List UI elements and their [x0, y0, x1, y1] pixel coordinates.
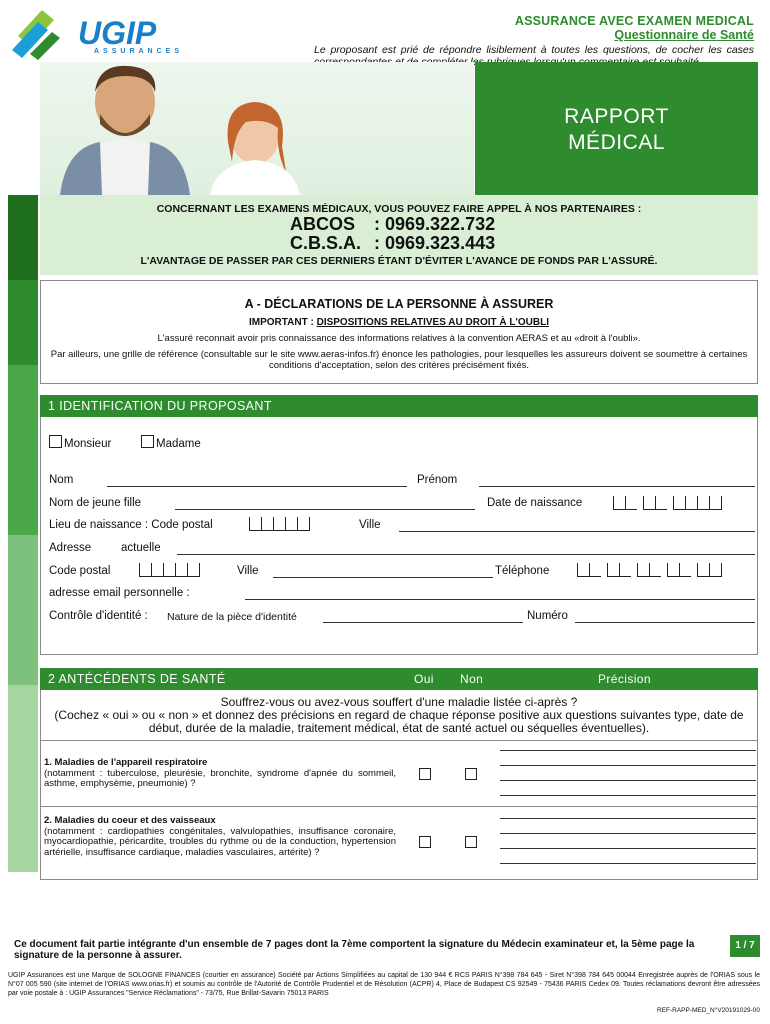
header-block [314, 14, 754, 68]
code-postal-field[interactable] [139, 563, 200, 577]
banner-line1: RAPPORT [564, 105, 669, 128]
madame-option[interactable] [141, 435, 201, 450]
question-1-title: 1. Maladies de l'appareil respiratoire [44, 757, 208, 768]
monsieur-label: Monsieur [64, 438, 112, 450]
adresse-label: Adresse [49, 542, 92, 554]
header-title: ASSURANCE AVEC EXAMEN MEDICAL [514, 14, 754, 28]
q2-oui-checkbox[interactable] [419, 836, 431, 848]
partners-outro: L'AVANTAGE DE PASSER PAR CES DERNIERS ÉTANT D'ÉVITER L'AVANCE DE FONDS PAR L'ASSURÉ. [140, 255, 658, 267]
partner-name-cbsa: C.B.S.A. [290, 233, 362, 253]
side-strip-2 [8, 280, 38, 365]
nom-jeune-fille-field[interactable] [175, 509, 475, 510]
nom-field[interactable] [107, 486, 407, 487]
email-field[interactable] [245, 599, 755, 600]
antecedents-instructions: (Cochez « oui » ou « non » et donnez des précisions en regard de chaque réponse positive aux questions suivantes type, date de début, durée de la maladie, traitement médical, état de santé actuel ou séquelles éventuelles). [54, 708, 744, 735]
q-divider-1 [40, 740, 758, 741]
partner-name-abcos: ABCOS [290, 214, 356, 234]
question-2-text: (notamment : cardiopathies congénitales, valvulopathies, insuffisance coronaire, myocardiopathie, péricardite, troubles du rythme ou de la conduction, hypertension artérielle, insuffisance cardiaque, maladies vasculaires, artérite) ? [44, 825, 396, 858]
side-strip-5 [8, 685, 38, 872]
banner-line2: MÉDICAL [568, 131, 665, 154]
col-precision: Précision [598, 672, 651, 686]
adresse-field[interactable] [177, 554, 755, 555]
question-1 [44, 758, 396, 790]
col-oui: Oui [414, 672, 434, 686]
telephone-field[interactable] [577, 563, 722, 577]
section2-header [40, 668, 758, 690]
nom-jeune-fille-label: Nom de jeune fille [49, 497, 142, 509]
important-label: IMPORTANT : [249, 317, 314, 328]
partner-phone-cbsa: : 0969.323.443 [374, 233, 496, 253]
q1-precision-line-2[interactable] [500, 765, 756, 766]
q1-oui-checkbox[interactable] [419, 768, 431, 780]
nom-label: Nom [49, 474, 74, 486]
side-strip-4 [8, 535, 38, 685]
nature-piece-label: Nature de la pièce d'identité [167, 611, 297, 623]
logo-subtitle: ASSURANCES [94, 48, 184, 55]
declarations-paragraph-2: Par ailleurs, une grille de référence (consultable sur le site www.aeras-infos.fr) énonce les pathologies, pour lesquelles les assureurs doivent se soumettre à certaines conditions d'acceptation, selon des critères précisément fixés. [50, 349, 748, 371]
q1-precision-line-1[interactable] [500, 750, 756, 751]
col-non: Non [460, 672, 484, 686]
declarations-box [40, 280, 758, 384]
partners-intro: CONCERNANT LES EXAMENS MÉDICAUX, VOUS POUVEZ FAIRE APPEL À NOS PARTENAIRES : [156, 203, 642, 215]
q1-precision-line-4[interactable] [500, 795, 756, 796]
madame-checkbox[interactable] [141, 435, 154, 448]
controle-identite-label: Contrôle d'identité : [49, 610, 148, 622]
antecedents-intro [41, 696, 757, 735]
numero-label: Numéro [527, 610, 568, 622]
header-subtitle: Questionnaire de Santé [614, 28, 754, 42]
identification-form [40, 417, 758, 655]
declarations-title: A - DÉCLARATIONS DE LA PERSONNE À ASSURER [244, 297, 554, 311]
q2-precision-line-2[interactable] [500, 833, 756, 834]
q2-precision-line-3[interactable] [500, 848, 756, 849]
adresse-actuelle-label: actuelle [121, 542, 161, 554]
side-strip-1 [8, 195, 38, 280]
monsieur-checkbox[interactable] [49, 435, 62, 448]
side-strip-3 [8, 365, 38, 535]
partners-box [40, 195, 758, 275]
section2-title: 2 ANTÉCÉDENTS DE SANTÉ [48, 672, 226, 686]
ville-label: Ville [359, 519, 381, 531]
lieu-code-postal-field[interactable] [249, 517, 310, 531]
partner-phone-abcos: : 0969.322.732 [374, 214, 496, 234]
couple-photo [40, 62, 474, 195]
prenom-field[interactable] [479, 486, 755, 487]
legal-notice: UGIP Assurances est une Marque de SOLOGNE FINANCES (courtier en assurance) Société par Actions Simplifiées au capital de 130 944 € RCS PARIS N°398 784 645 - Siret N°398 784 645 00044 Enregistrée auprès de l'ORIAS sous le N°07 005 590 (site internet de l'ORIAS www.orias.fr) et soumis au contrôle de l'Autorité de Contrôle Prudentiel et de Résolution (ACPR) 4, Place de Budapest CS 92549 - 75436 PARIS Cedex 09. Toutes réclamations devront être adressées par voie postale à : UGIP Assurances "Service Réclamations" - 73/75, Rue Brillat-Savarin 75013 PARIS [8, 972, 760, 997]
antecedents-question: Souffrez-vous ou avez-vous souffert d'une maladie listée ci-après ? [220, 695, 578, 709]
telephone-label: Téléphone [495, 565, 550, 577]
madame-label: Madame [156, 438, 201, 450]
date-naissance-label: Date de naissance [487, 497, 583, 509]
date-naissance-field[interactable] [613, 496, 722, 510]
q2-precision-line-4[interactable] [500, 863, 756, 864]
prenom-label: Prénom [417, 474, 458, 486]
q1-precision-line-3[interactable] [500, 780, 756, 781]
question-2 [44, 816, 396, 858]
page-number: 1 / 7 [730, 935, 760, 957]
important-line [41, 317, 757, 328]
footer-note: Ce document fait partie intégrante d'un ensemble de 7 pages dont la 7ème comportent la signature du Médecin examinateur et, la 5ème page la signature de la personne à assurer. [14, 939, 695, 961]
lieu-naissance-label: Lieu de naissance : Code postal [49, 519, 213, 531]
q1-non-checkbox[interactable] [465, 768, 477, 780]
ville2-label: Ville [237, 565, 259, 577]
question-2-title: 2. Maladies du coeur et des vaisseaux [44, 815, 216, 826]
rapport-medical-banner [475, 62, 758, 195]
ugip-logo [8, 6, 198, 62]
droit-oubli-link[interactable]: DISPOSITIONS RELATIVES AU DROIT À L'OUBLI [316, 317, 549, 328]
monsieur-option[interactable] [49, 435, 111, 450]
ville-field[interactable] [273, 577, 493, 578]
ville-naissance-field[interactable] [399, 531, 755, 532]
email-label: adresse email personnelle : [49, 587, 190, 599]
declarations-paragraph-1: L'assuré reconnait avoir pris connaissance des informations relatives à la convention AERAS et au «droit à l'oubli». [157, 333, 641, 344]
header-intro: Le proposant est prié de répondre lisiblement à toutes les questions, de cocher les cases [314, 44, 754, 56]
q2-non-checkbox[interactable] [465, 836, 477, 848]
question-1-text: (notamment : tuberculose, pleurésie, bronchite, syndrome d'apnée du sommeil, asthme, emphysème, pneumonie) ? [44, 767, 396, 789]
numero-field[interactable] [575, 622, 755, 623]
nature-piece-field[interactable] [323, 622, 523, 623]
section1-header: 1 IDENTIFICATION DU PROPOSANT [40, 395, 758, 417]
q2-precision-line-1[interactable] [500, 818, 756, 819]
document-reference: REF-RAPP-MED_N°V20191029-00 [656, 1007, 760, 1014]
code-postal-label: Code postal [49, 565, 111, 577]
q-divider-2 [40, 806, 758, 807]
svg-text:UGIP: UGIP [78, 15, 157, 51]
